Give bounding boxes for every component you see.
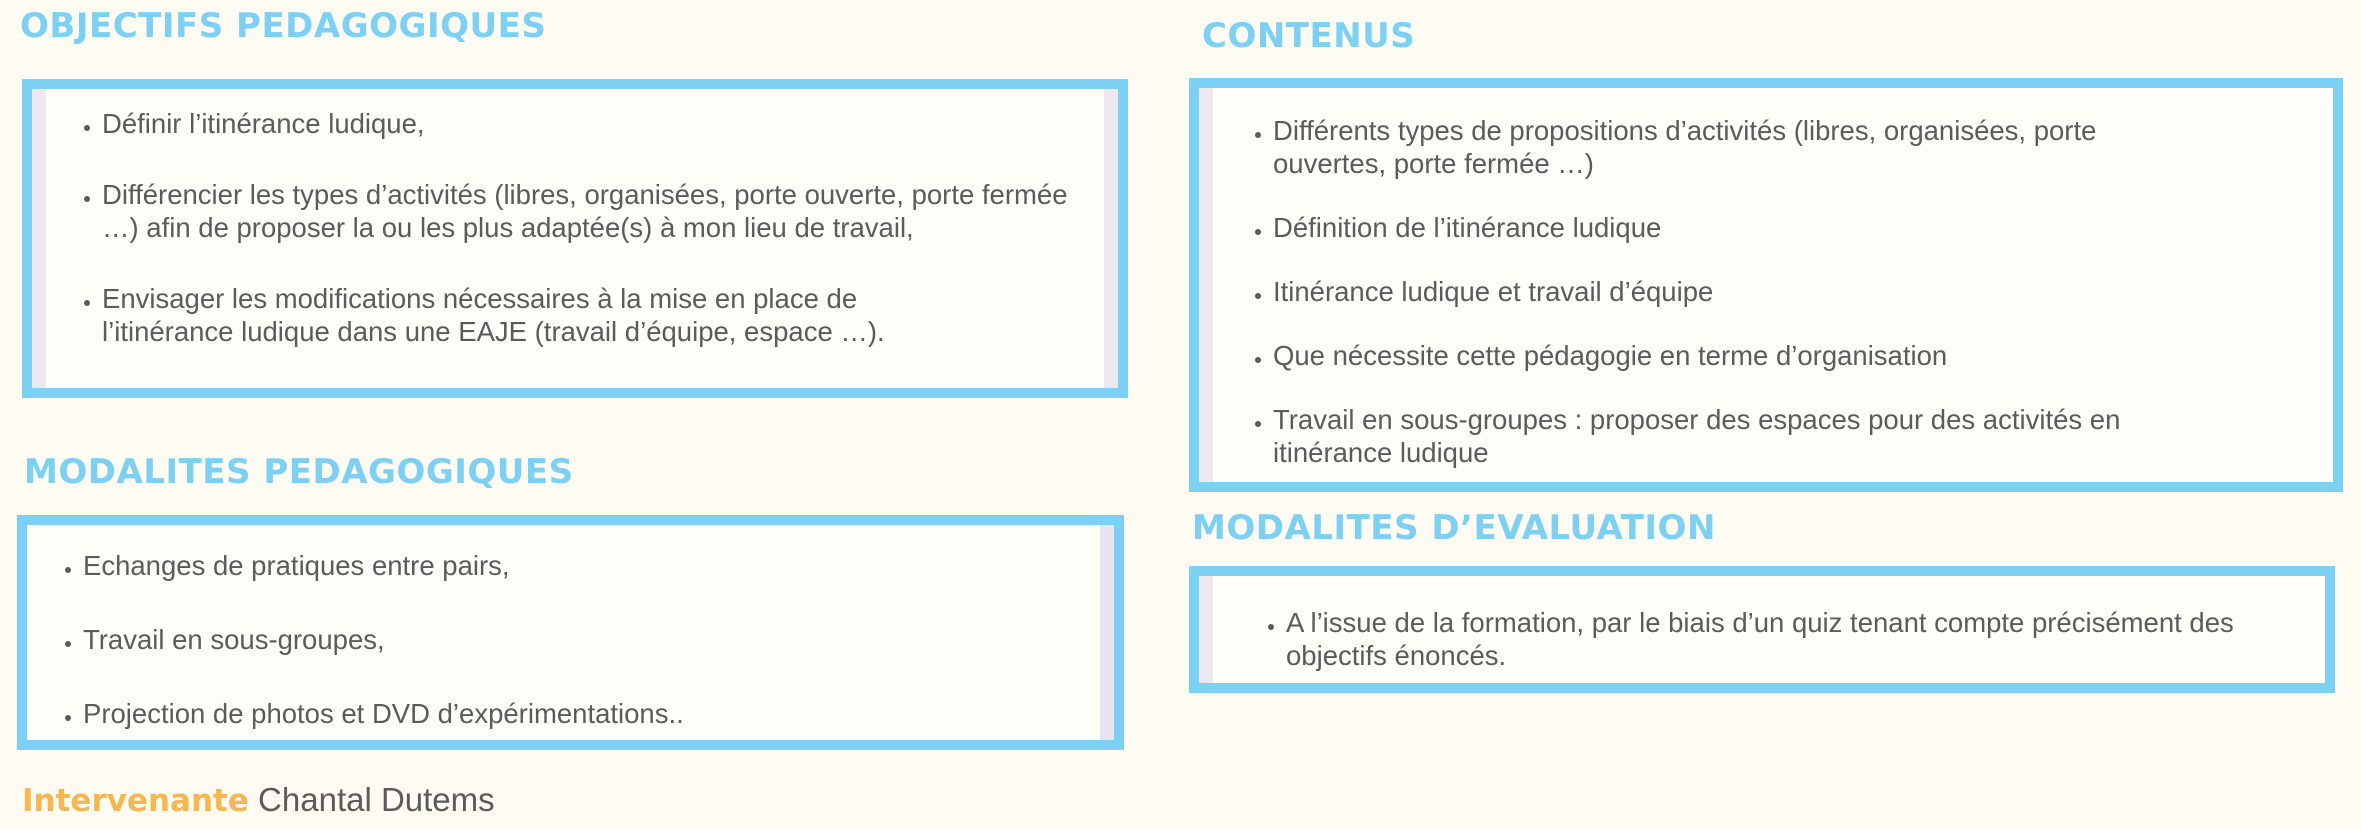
list-item: • Envisager les modifications nécessaires à la mise en place de l’itinérance ludique dans une EAJE (travail d’équipe, espace …). bbox=[102, 282, 1118, 348]
list-item: • Travail en sous-groupes : proposer des espaces pour des activités en itinérance ludique bbox=[1273, 403, 2213, 469]
box-stripe-left bbox=[1199, 88, 1213, 482]
list-item: • Définir l’itinérance ludique, bbox=[102, 107, 1118, 140]
evaluation-box bbox=[1189, 566, 2335, 693]
objectifs-list bbox=[32, 89, 1118, 348]
list-item: • Itinérance ludique et travail d’équipe bbox=[1273, 275, 2213, 308]
objectifs-box bbox=[22, 79, 1128, 398]
contenus-list bbox=[1199, 88, 2333, 469]
evaluation-list bbox=[1199, 576, 2325, 672]
presenter-name: Chantal Dutems bbox=[258, 781, 495, 818]
list-item: • Echanges de pratiques entre pairs, bbox=[83, 549, 1114, 582]
list-item: • Que nécessite cette pédagogie en terme d’organisation bbox=[1273, 339, 2213, 372]
list-item: • Définition de l’itinérance ludique bbox=[1273, 211, 2213, 244]
list-item: • Différents types de propositions d’activités (libres, organisées, porte ouvertes, porte fermée …) bbox=[1273, 114, 2213, 180]
presenter-label: Intervenante bbox=[22, 783, 249, 819]
box-stripe-right bbox=[1104, 89, 1118, 388]
modalites-box bbox=[17, 515, 1124, 750]
list-item: • Travail en sous-groupes, bbox=[83, 623, 1114, 656]
contenus-title: CONTENUS bbox=[1202, 16, 1416, 56]
evaluation-title: MODALITES D’EVALUATION bbox=[1192, 508, 1716, 548]
footer bbox=[22, 781, 495, 819]
box-stripe-left bbox=[32, 89, 46, 388]
list-item: • Projection de photos et DVD d’expérimentations.. bbox=[83, 697, 1114, 730]
modalites-list bbox=[27, 525, 1114, 730]
box-stripe-left bbox=[1199, 576, 1213, 683]
modalites-title: MODALITES PEDAGOGIQUES bbox=[24, 452, 574, 492]
box-stripe-right bbox=[1100, 525, 1114, 740]
list-item: • A l’issue de la formation, par le biais d’un quiz tenant compte précisément des objectifs énoncés. bbox=[1286, 606, 2305, 672]
objectifs-title: OBJECTIFS PEDAGOGIQUES bbox=[20, 6, 547, 46]
contenus-box bbox=[1189, 78, 2343, 492]
list-item: • Différencier les types d’activités (libres, organisées, porte ouverte, porte fermée …) afin de proposer la ou les plus adaptée(s) à mon lieu de travail, bbox=[102, 178, 1118, 244]
